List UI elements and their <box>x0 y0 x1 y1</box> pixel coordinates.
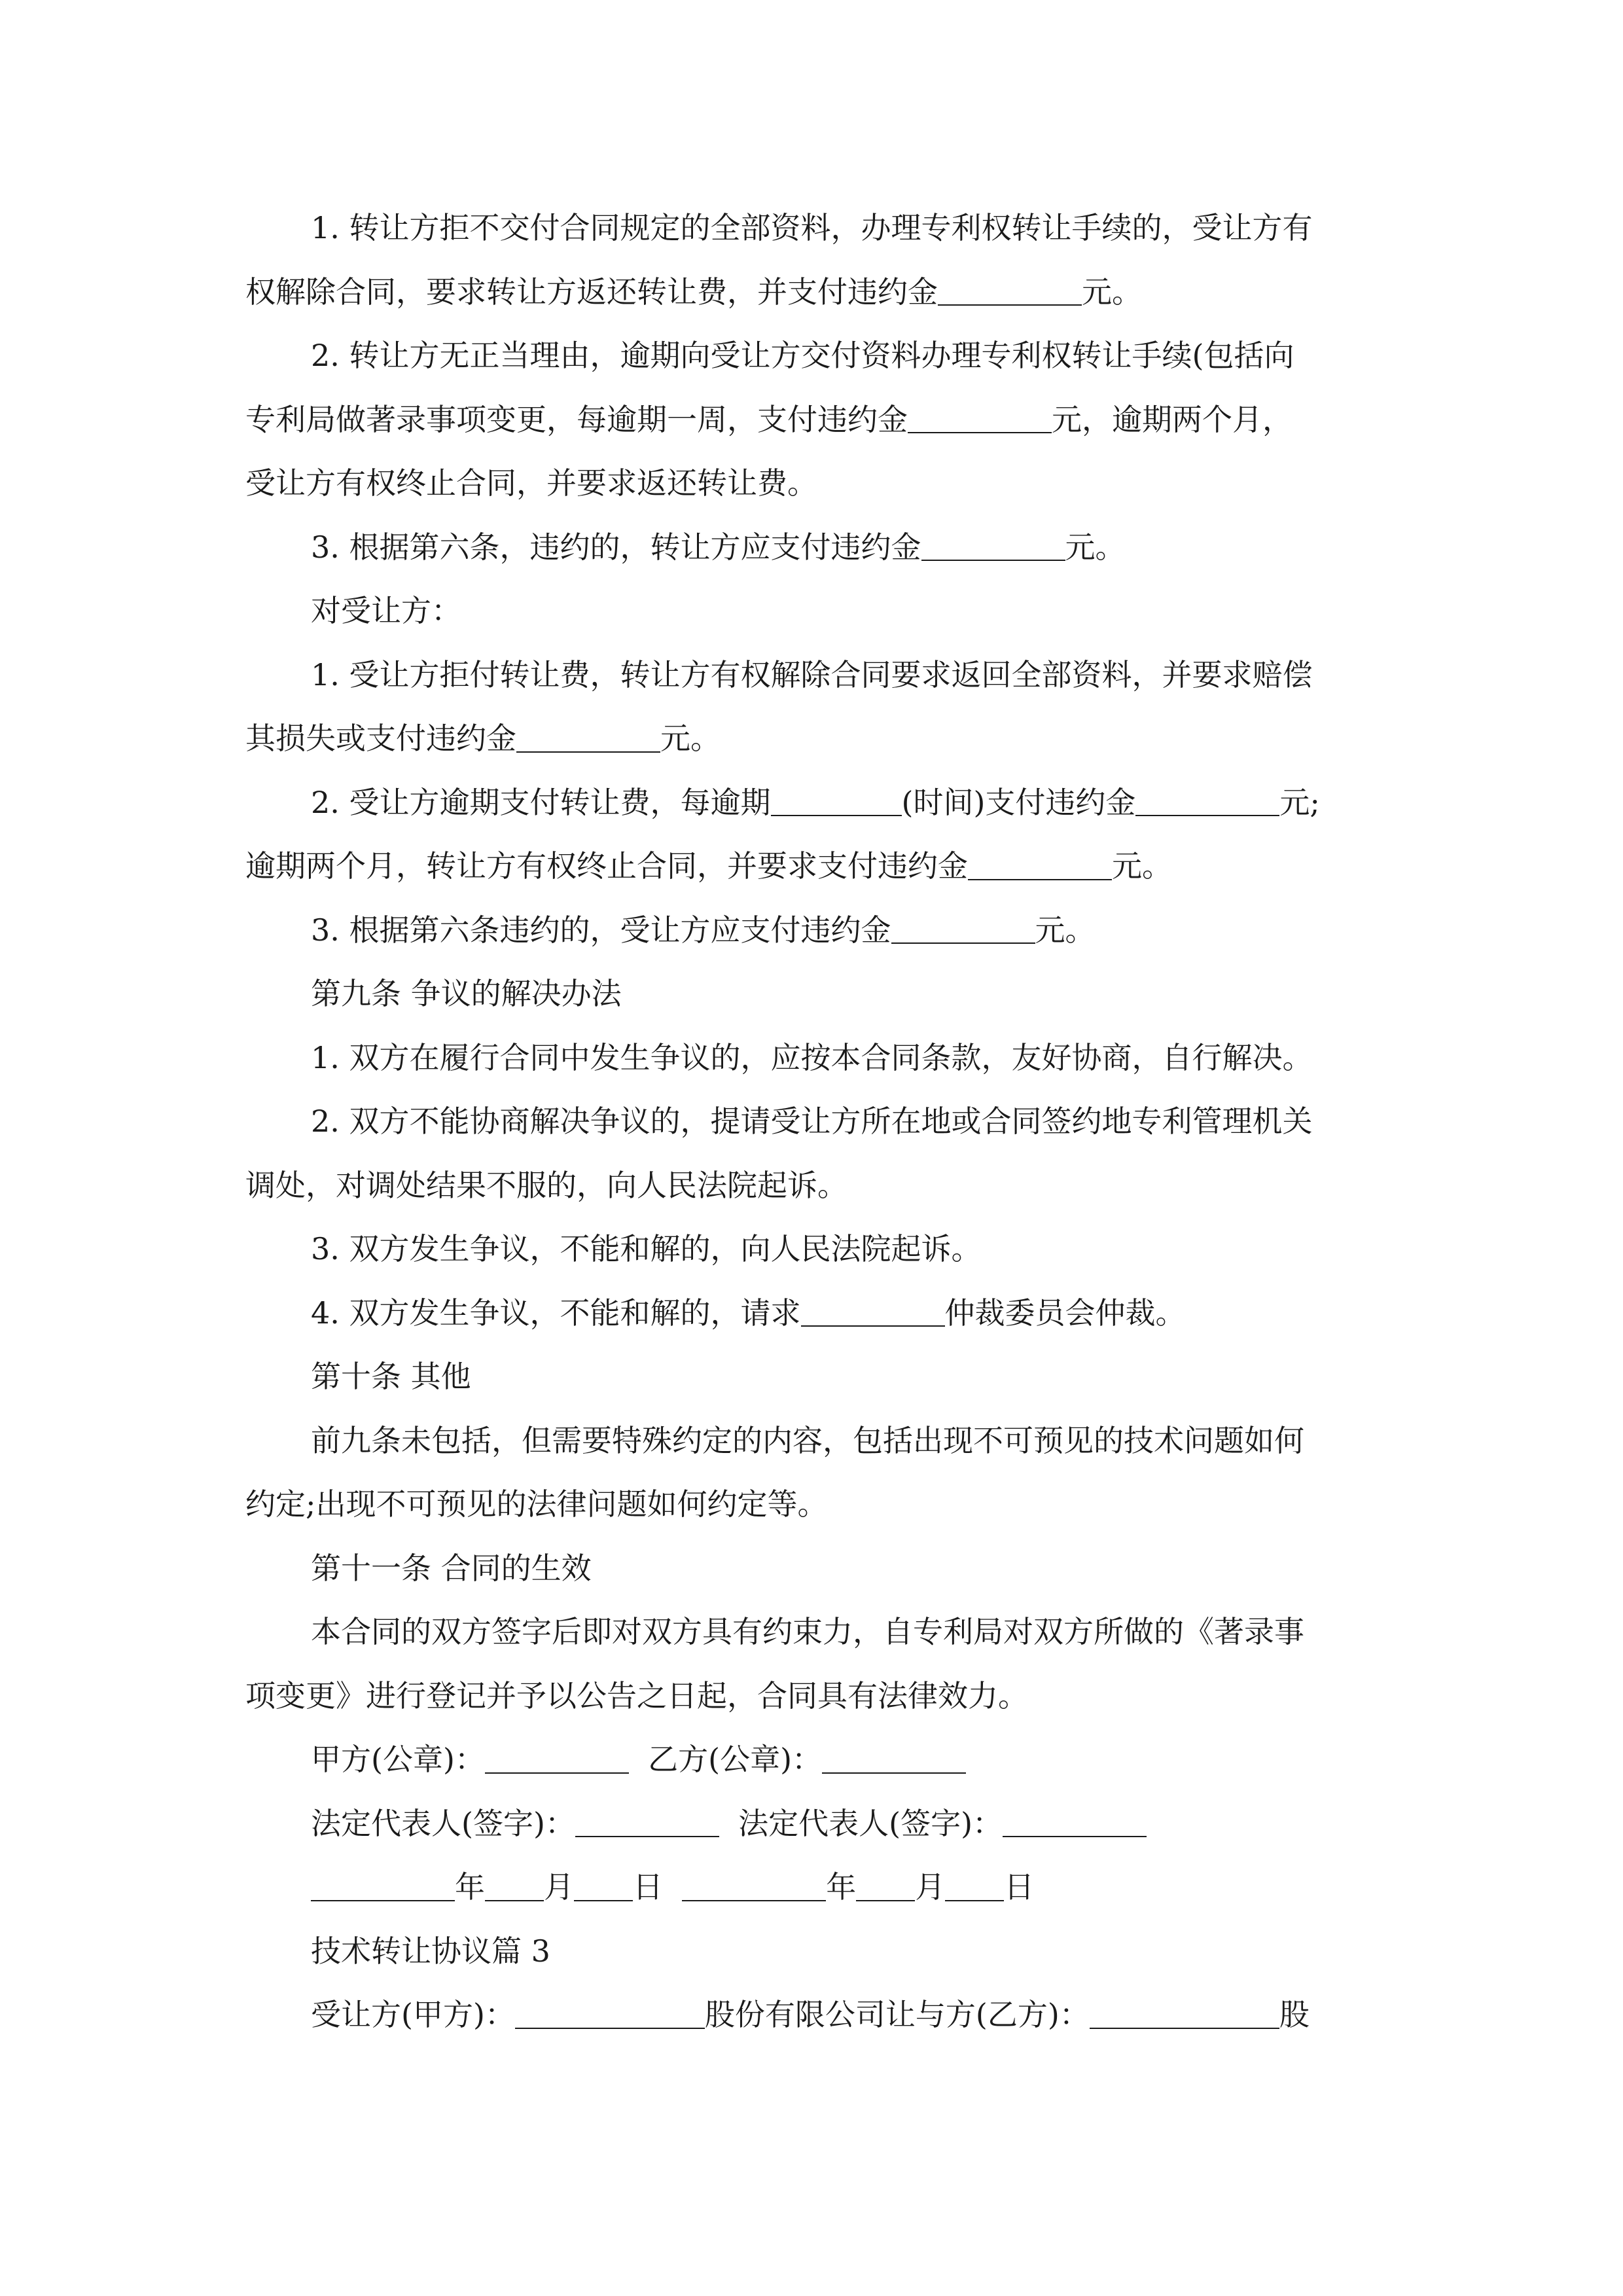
article10-text-line2: 约定;出现不可预见的法律问题如何约定等。 <box>245 1486 828 1522</box>
article11-text-line1: 本合同的双方签字后即对双方具有约束力，自专利局对双方所做的《著录事 <box>311 1614 1304 1649</box>
blank-field[interactable] <box>516 721 660 753</box>
rep-b-signature-field[interactable] <box>1003 1806 1147 1837</box>
transferee-item2-line1: 2. 受让方逾期支付转让费，每逾期 (时间)支付违约金 元; <box>311 784 1320 820</box>
blank-field[interactable] <box>1135 785 1279 816</box>
year-field-b[interactable] <box>682 1870 826 1901</box>
blank-field[interactable] <box>938 274 1082 306</box>
transferor-item2-line1: 2. 转让方无正当理由，逾期向受让方交付资料办理专利权转让手续(包括向 <box>311 338 1294 373</box>
article9-item2-line2: 调处，对调处结果不服的，向人民法院起诉。 <box>245 1167 847 1203</box>
transferor-item3: 3. 根据第六条，违约的，转让方应支付违约金 元。 <box>311 529 1126 565</box>
article9-item1: 1. 双方在履行合同中发生争议的，应按本合同条款，友好协商，自行解决。 <box>311 1039 1313 1075</box>
next-section-title: 技术转让协议篇 3 <box>311 1933 550 1969</box>
blank-field[interactable] <box>891 912 1035 944</box>
transferee-heading: 对受让方： <box>311 593 461 628</box>
blank-field[interactable] <box>801 1295 945 1327</box>
rep-a-signature-field[interactable] <box>575 1806 719 1837</box>
blank-field[interactable] <box>921 529 1065 561</box>
article10-text-line1: 前九条未包括，但需要特殊约定的内容，包括出现不可预见的技术问题如何 <box>311 1422 1304 1458</box>
day-field-b[interactable] <box>945 1870 1004 1901</box>
transferor-item1-line1: 1. 转让方拒不交付合同规定的全部资料，办理专利权转让手续的，受让方有 <box>311 210 1313 245</box>
transferee-item1-line1: 1. 受让方拒付转让费，转让方有权解除合同要求返回全部资料，并要求赔偿 <box>311 656 1313 692</box>
transferee-item3: 3. 根据第六条违约的，受让方应支付违约金 元。 <box>311 912 1096 948</box>
article11-title: 第十一条 合同的生效 <box>311 1550 592 1586</box>
blank-field[interactable] <box>968 849 1112 880</box>
transferor-item2-line3: 受让方有权终止合同，并要求返还转让费。 <box>245 465 817 501</box>
transferee-item1-line2: 其损失或支付违约金 元。 <box>245 721 721 756</box>
article9-item3: 3. 双方发生争议，不能和解的，向人民法院起诉。 <box>311 1231 982 1266</box>
day-field-a[interactable] <box>574 1870 633 1901</box>
blank-field[interactable] <box>908 402 1052 433</box>
article9-item2-line1: 2. 双方不能协商解决争议的，提请受让方所在地或合同签约地专利管理机关 <box>311 1103 1313 1139</box>
article11-text-line2: 项变更》进行登记并予以公告之日起，合同具有法律效力。 <box>245 1677 1028 1713</box>
article9-item4: 4. 双方发生争议，不能和解的，请求 仲裁委员会仲裁。 <box>311 1295 1186 1331</box>
date-line: 年 月 日 年 月 日 <box>245 1856 1378 1920</box>
transferor-name-field[interactable] <box>1090 1998 1279 2029</box>
party-b-seal-field[interactable] <box>822 1742 966 1774</box>
transferee-name-field[interactable] <box>515 1998 705 2029</box>
transferor-item2-line2: 专利局做著录事项变更，每逾期一周，支付违约金 元，逾期两个月， <box>245 401 1293 437</box>
year-field-a[interactable] <box>311 1870 455 1901</box>
representative-line: 法定代表人(签字)： 法定代表人(签字)： <box>245 1792 1378 1856</box>
month-field-b[interactable] <box>856 1870 915 1901</box>
transferor-item1-line2: 权解除合同，要求转让方返还转让费，并支付违约金 元。 <box>245 274 1142 310</box>
party-a-seal-field[interactable] <box>485 1742 629 1774</box>
next-section-parties: 受让方(甲方)： 股份有限公司让与方(乙方)： 股 <box>311 1997 1310 2032</box>
article10-title: 第十条 其他 <box>311 1359 471 1394</box>
article9-title: 第九条 争议的解决办法 <box>311 976 622 1011</box>
blank-field[interactable] <box>771 785 902 816</box>
month-field-a[interactable] <box>485 1870 544 1901</box>
transferee-item2-line2: 逾期两个月，转让方有权终止合同，并要求支付违约金 元。 <box>245 848 1172 884</box>
document-body <box>245 196 1378 2047</box>
seal-line: 甲方(公章)： 乙方(公章)： <box>245 1728 1378 1792</box>
